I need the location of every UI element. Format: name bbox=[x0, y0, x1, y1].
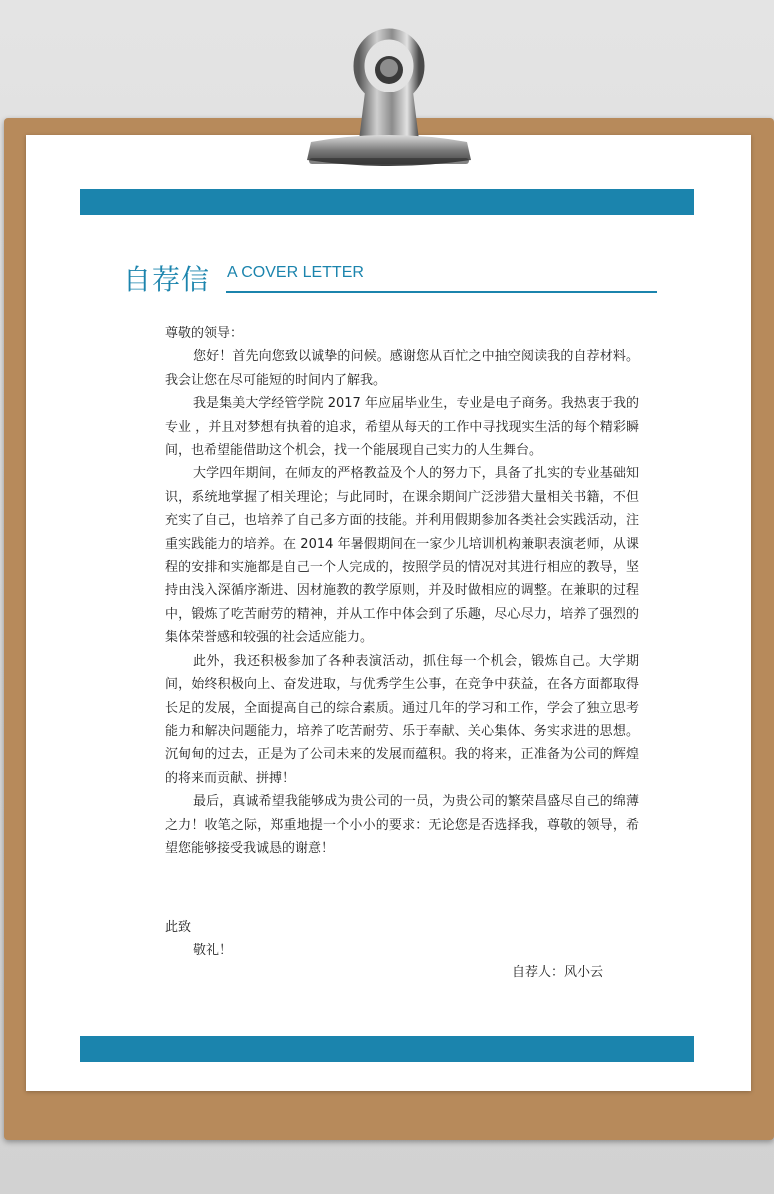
page-subtitle: A COVER LETTER bbox=[227, 264, 364, 281]
binder-clip-icon bbox=[303, 22, 475, 182]
closing-text: 此致 bbox=[165, 920, 192, 935]
regards-text: 敬礼！ bbox=[193, 943, 233, 958]
paragraph: 大学四年期间，在师友的严格教益及个人的努力下，具备了扎实的专业基础知识，系统地掌握了相关理论；与此同时，在课余期间广泛涉猎大量相关书籍，不但充实了自己，也培养了自己多方面的技能。并利用假期参加各类社会实践活动，注重实践能力的培养。在 2014 年暑假期间在一家少儿培训机构兼职表演老师，从课程的安排和实施都是自己一个人完成的，按照学员的情况对其进行相应的教导，坚持由浅入深循序渐进、因材施教的教学原则，并及时做相应的调整。在兼职的过程中，锻炼了吃苦耐劳的精神，并从工作中体会到了乐趣，尽心尽力，培养了强烈的集体荣誉感和较强的社会适应能力。 bbox=[165, 466, 639, 646]
paragraph: 此外，我还积极参加了各种表演活动，抓住每一个机会，锻炼自己。大学期间，始终积极向上、奋发进取，与优秀学生公事，在竞争中获益，在各方面都取得长足的发展，全面提高自己的综合素质。通过几年的学习和工作，学会了独立思考能力和解决问题能力，培养了吃苦耐劳、乐于奉献、关心集体、务实求进的思想。沉甸甸的过去，正是为了公司未来的发展而蕴积。我的将来，正准备为公司的辉煌的将来而贡献、拼搏！ bbox=[165, 653, 639, 786]
letter-body bbox=[165, 322, 639, 860]
paragraph: 您好！首先向您致以诚挚的问候。感谢您从百忙之中抽空阅读我的自荐材料。我会让您在尽可能短的时间内了解我。 bbox=[165, 349, 639, 388]
salutation: 尊敬的领导： bbox=[165, 326, 244, 341]
footer-band bbox=[80, 1036, 694, 1062]
closing-block bbox=[165, 916, 232, 962]
title-underline bbox=[226, 291, 657, 293]
signature: 自荐人：风小云 bbox=[512, 965, 604, 980]
paragraph: 我是集美大学经管学院 2017 年应届毕业生，专业是电子商务。我热衷于我的专业 ，并且对梦想有执着的追求，希望从每天的工作中寻找现实生活的每个精彩瞬间，也希望能借助这个机会，找一个能展现自己实力的人生舞台。 bbox=[165, 396, 639, 459]
page-title: 自荐信 bbox=[123, 263, 211, 296]
paragraph: 最后，真诚希望我能够成为贵公司的一员，为贵公司的繁荣昌盛尽自己的绵薄之力！收笔之际，郑重地提一个小小的要求：无论您是否选择我，尊敬的领导，希望您能够接受我诚恳的谢意！ bbox=[165, 794, 639, 856]
header-band bbox=[80, 189, 694, 215]
